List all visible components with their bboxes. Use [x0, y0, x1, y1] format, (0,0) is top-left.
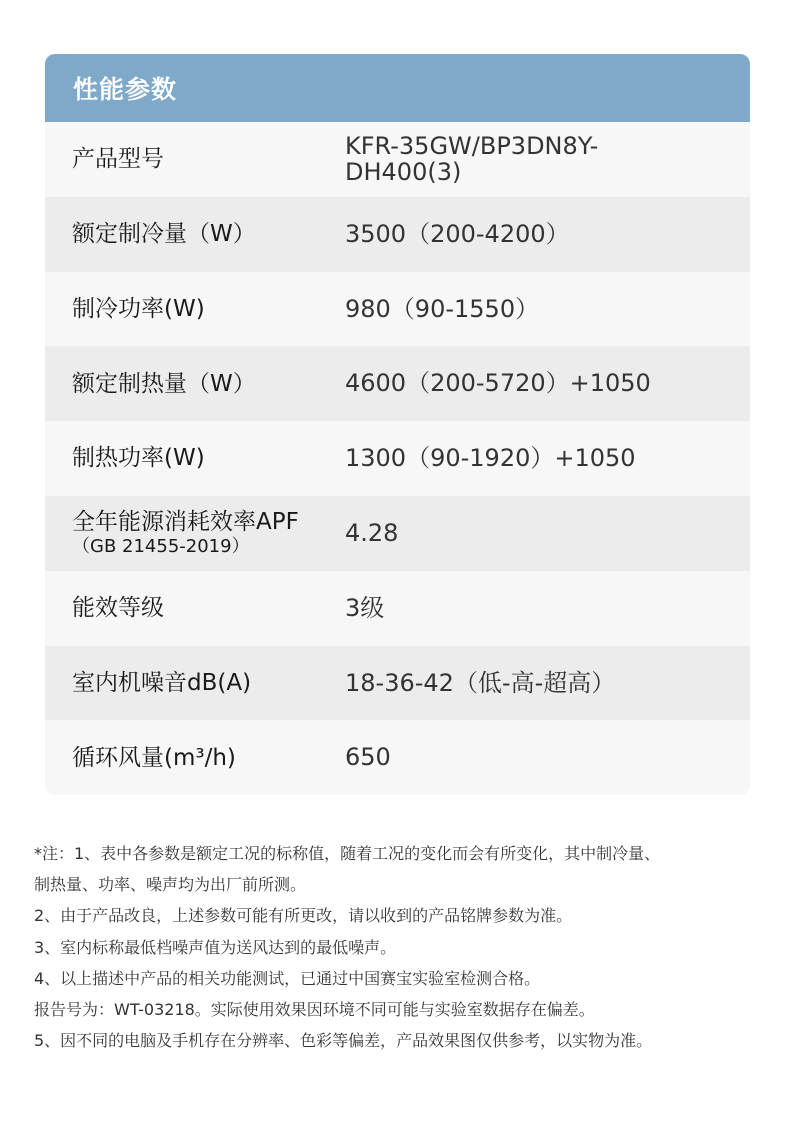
spec-label: 室内机噪音dB(A) [72, 669, 252, 696]
spec-value: 1300（90-1920）+1050 [345, 444, 636, 473]
spec-row-heating-power [45, 421, 750, 496]
spec-label: 制热功率(W) [72, 445, 205, 472]
spec-value: 3500（200-4200） [345, 219, 570, 248]
spec-value: 3级 [345, 593, 385, 622]
spec-table [45, 54, 750, 795]
spec-label: 额定制热量（W） [72, 370, 256, 397]
spec-value: 4600（200-5720）+1050 [345, 369, 651, 398]
spec-label: 能效等级 [72, 594, 164, 621]
footnote-line: *注：1、表中各参数是额定工况的标称值，随着工况的变化而会有所变化，其中制冷量、 [34, 844, 661, 863]
spec-label: 额定制冷量（W） [72, 220, 256, 247]
spec-value: 18-36-42（低-高-超高） [345, 668, 616, 697]
spec-label-main: 全年能源消耗效率APF [72, 508, 299, 535]
spec-table-header [45, 54, 750, 122]
spec-value: 980（90-1550） [345, 294, 540, 323]
spec-value: 650 [345, 743, 391, 772]
footnote-line: 报告号为：WT-03218。实际使用效果因环境不同可能与实验室数据存在偏差。 [34, 1000, 595, 1020]
spec-label [45, 509, 345, 558]
footnote-line: 5、因不同的电脑及手机存在分辨率、色彩等偏差，产品效果图仅供参考，以实物为准。 [34, 1031, 653, 1051]
spec-row-apf [45, 496, 750, 571]
spec-row-cooling-capacity [45, 197, 750, 272]
footnote-line: 制热量、功率、噪声均为出厂前所测。 [34, 875, 307, 895]
spec-value: 4.28 [345, 518, 399, 547]
spec-label: 制冷功率(W) [72, 295, 205, 322]
spec-row-indoor-noise [45, 646, 750, 721]
spec-row-cooling-power [45, 272, 750, 347]
spec-row-model [45, 122, 750, 197]
spec-row-efficiency-grade [45, 571, 750, 646]
spec-value: KFR-35GW/BP3DN8Y-DH400(3) [345, 131, 599, 187]
footnote-line: 4、以上描述中产品的相关功能测试，已通过中国赛宝实验室检测合格。 [34, 968, 541, 988]
footnote-line: 3、室内标称最低档噪声值为送风达到的最低噪声。 [34, 937, 397, 957]
spec-label: 产品型号 [72, 146, 164, 173]
spec-row-heating-capacity [45, 346, 750, 421]
footnotes [34, 838, 764, 1056]
spec-table-title: 性能参数 [73, 75, 178, 104]
footnote-line: 2、由于产品改良，上述参数可能有所更改，请以收到的产品铭牌参数为准。 [34, 906, 573, 926]
spec-label: 循环风量(m³/h) [72, 744, 236, 771]
spec-label-standard: （GB 21455-2019） [72, 536, 250, 558]
spec-row-airflow [45, 720, 750, 795]
